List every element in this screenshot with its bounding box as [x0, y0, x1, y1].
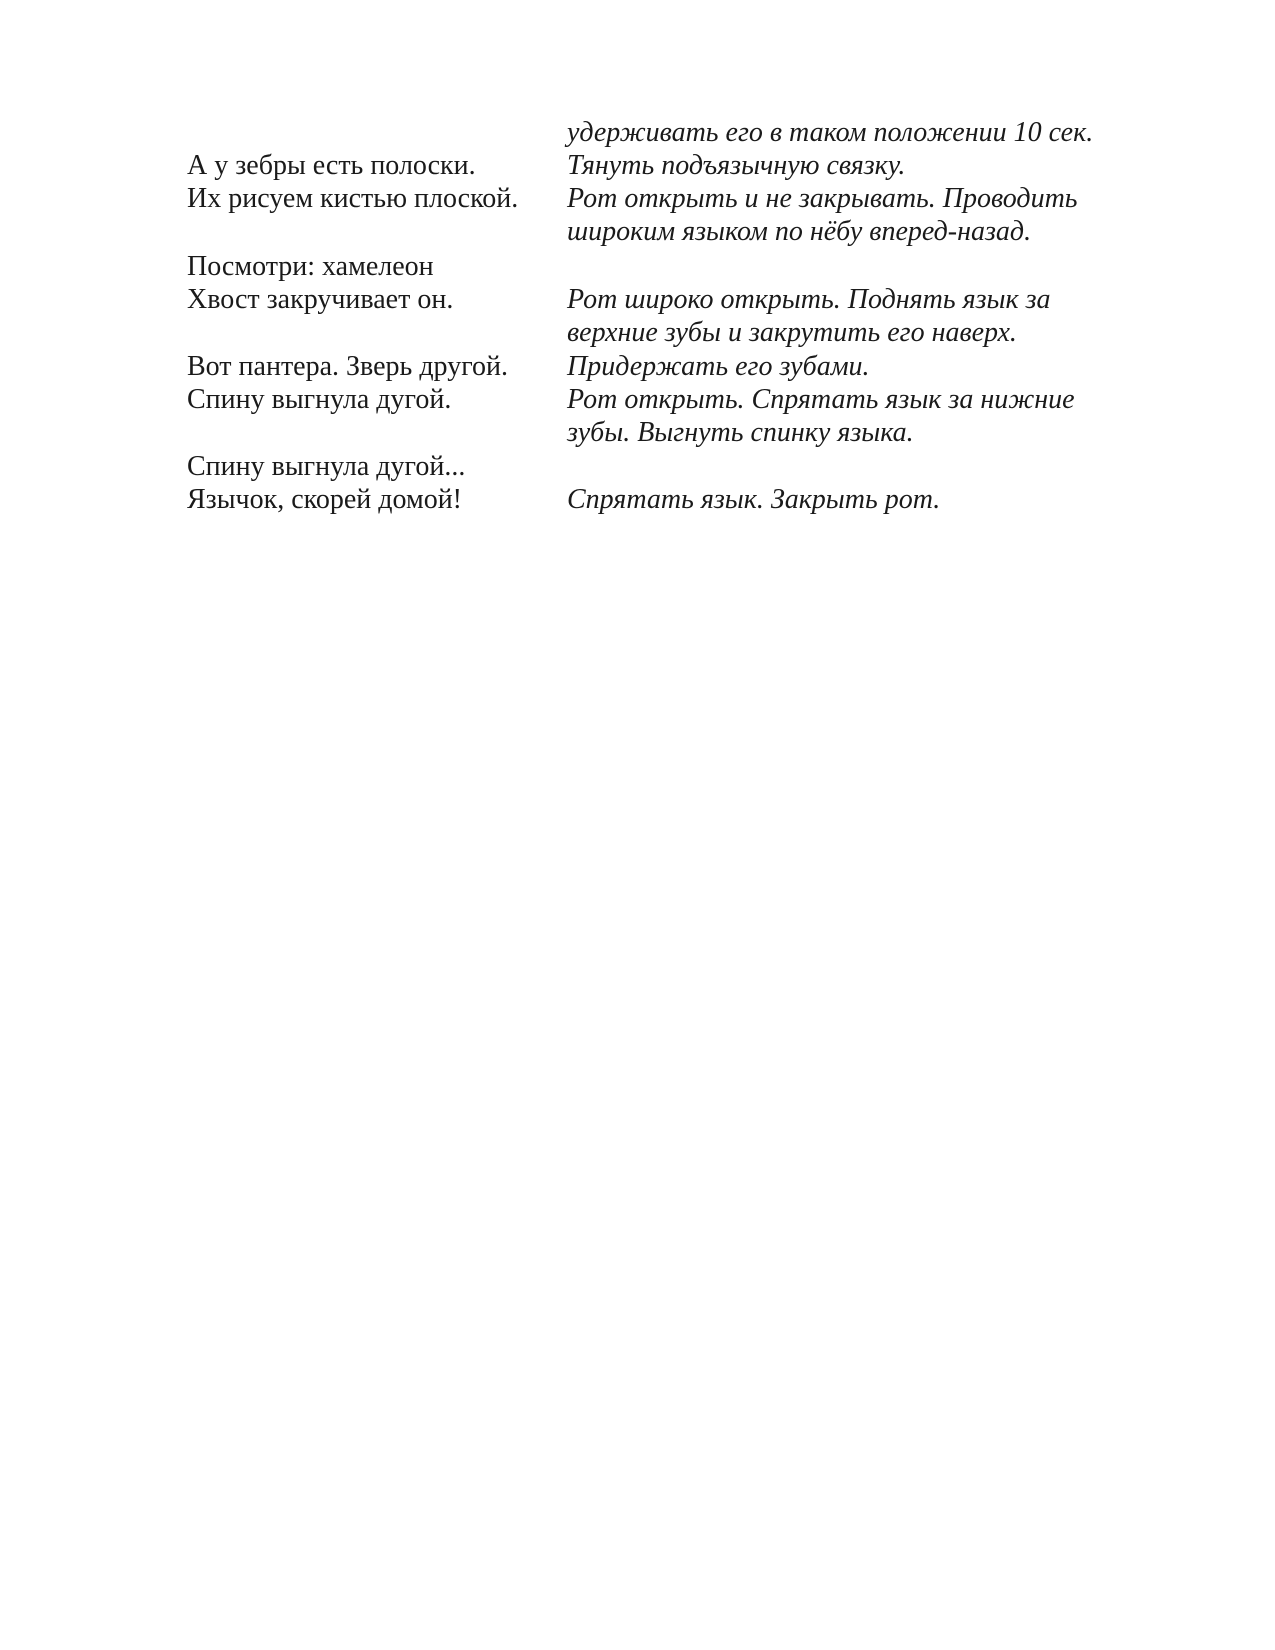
verse-line: Спину выгнула дугой. — [187, 384, 452, 415]
verse-line: Посмотри: хамелеон — [187, 251, 434, 282]
instruction-line: Придержать его зубами. — [567, 351, 870, 382]
verse-line: А у зебры есть полоски. — [187, 150, 476, 181]
instruction-line: Рот открыть. Спрятать язык за нижние — [567, 384, 1075, 415]
instruction-line: Спрятать язык. Закрыть рот. — [567, 484, 941, 515]
verse-line: Их рисуем кистью плоской. — [187, 183, 519, 214]
instruction-line: широким языком по нёбу вперед-назад. — [567, 216, 1032, 247]
verse-line: Язычок, скорей домой! — [187, 484, 462, 515]
verse-line: Вот пантера. Зверь другой. — [187, 351, 508, 382]
instruction-line: Рот открыть и не закрывать. Проводить — [567, 183, 1078, 214]
verse-line: Спину выгнула дугой... — [187, 451, 466, 482]
instruction-line: удерживать его в таком положении 10 сек. — [567, 117, 1094, 148]
instruction-line: зубы. Выгнуть спинку языка. — [567, 417, 914, 448]
instruction-line: Тянуть подъязычную связку. — [567, 150, 906, 181]
instruction-line: Рот широко открыть. Поднять язык за — [567, 284, 1051, 315]
verse-line: Хвост закручивает он. — [187, 284, 454, 315]
instruction-line: верхние зубы и закрутить его наверх. — [567, 317, 1017, 348]
